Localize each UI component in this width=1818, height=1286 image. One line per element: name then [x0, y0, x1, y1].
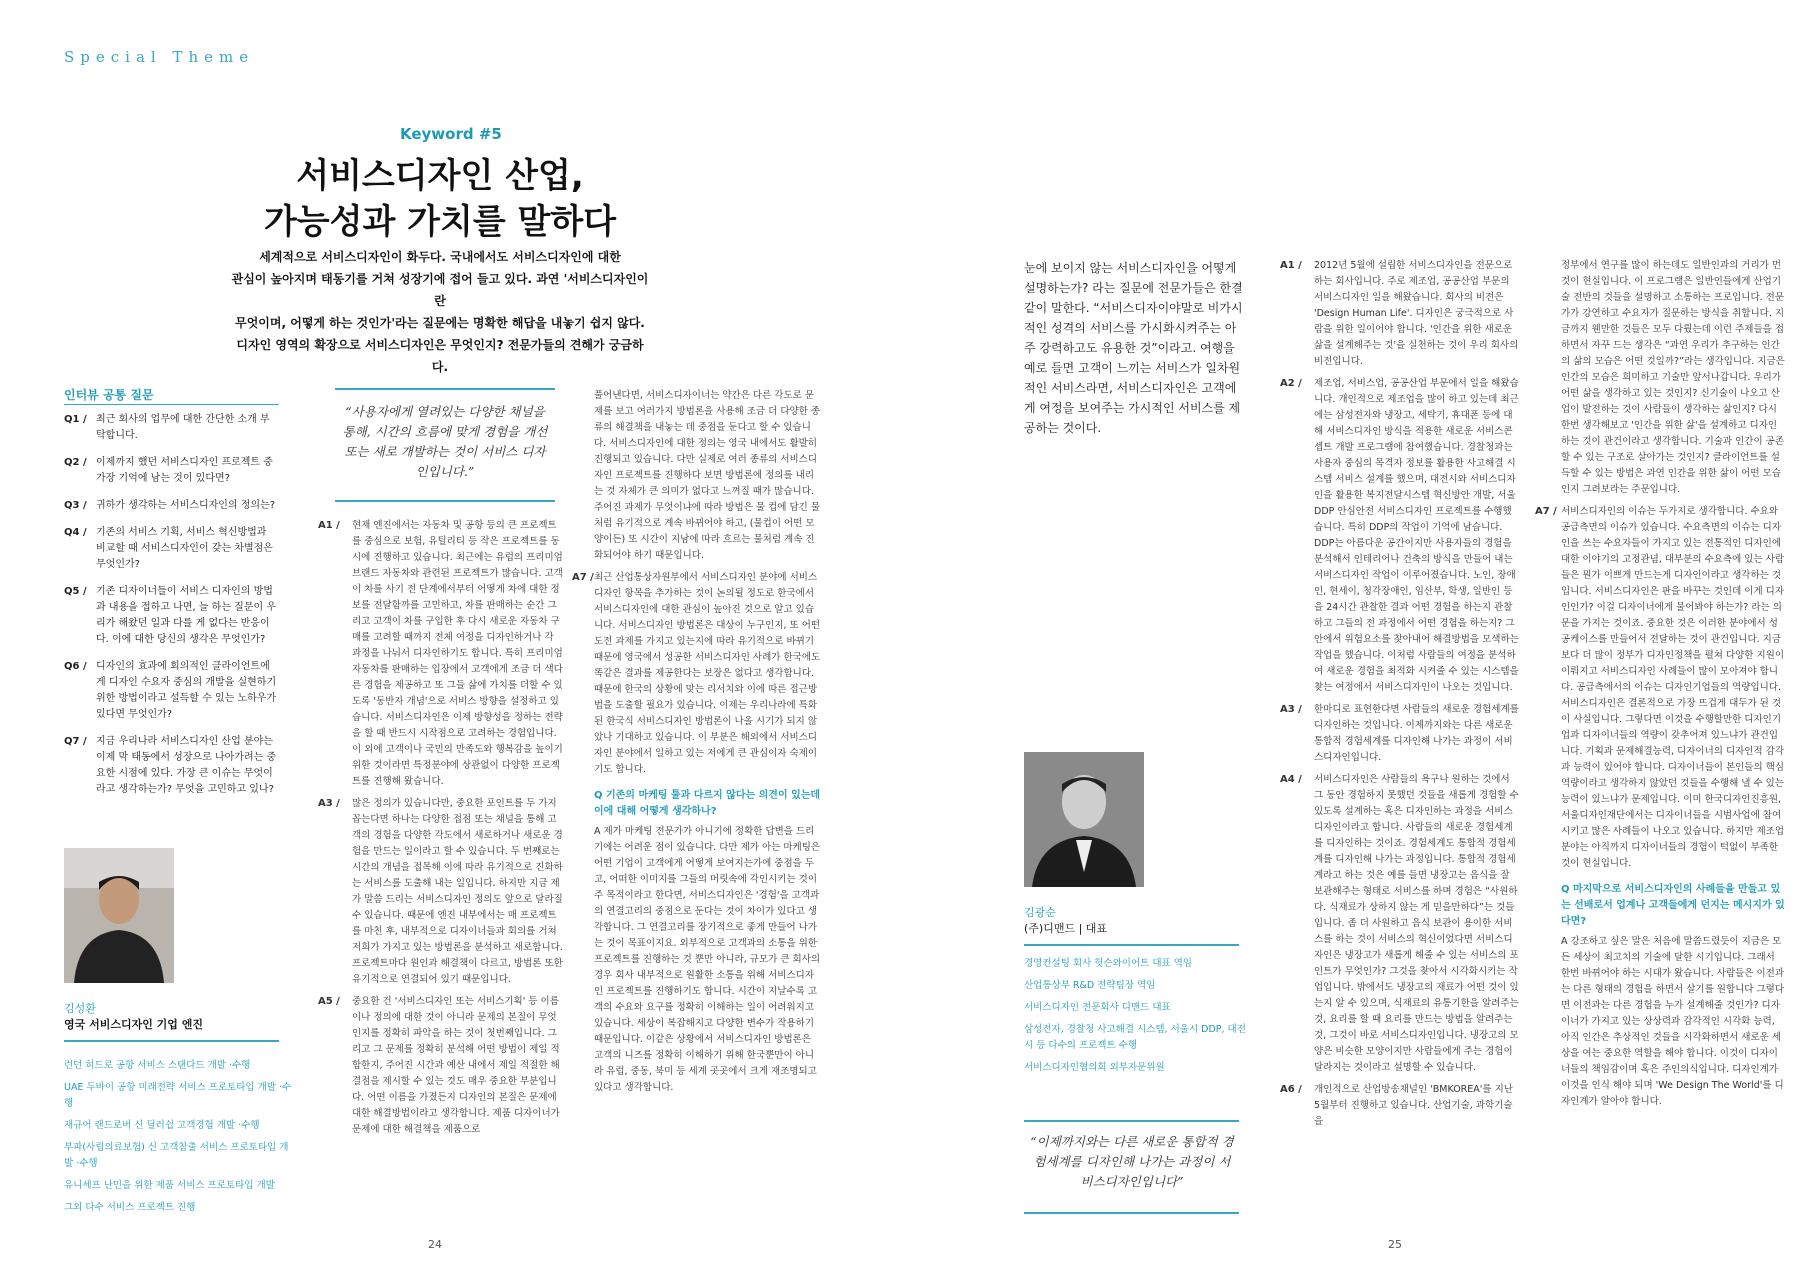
answer-text: 정부에서 연구를 많이 하는데도 일반인과의 거리가 먼것이 현실입니다. 이 프로그램은 일반인들에게 산업기술 전반의 것들을 설명하고 소통하는 프로입니다. 전문가가 강연하고 수요자가 질문하는 방식을 취합니다. 지금까지 웬만한 것들은 모두 다뤘는데 이런 주제들을 접하면서 자꾸 드는 생각은 “과연 우리가 추구하는 인간의 삶의 모습은 어떤 것일까?”라는 생각입니다. 지금은 인간의 모습은 희미하고 기술만 앞서나갑니다. 우리가 어떤 삶을 생각하고 있는 것인지? 신기술이 나오고 산업이 발전하는 것이 사람들이 생각하는 삶인지? 다시 한번 생각해보고 '인간을 위한 삶'을 설계하고 디자인하는 것이 관건이라고 생각합니다. 기술과 인간이 공존할 수 있는 구조로 살아가는 것인지? 클라이언트를 설득할 수 있는 방법은 과연 인간을 위한 삶이 어떤 모습인지 그려보라는 주문입니다. [1561, 260, 1785, 495]
answers-column [318, 518, 563, 1138]
answer-number: A1 / [318, 520, 340, 531]
answer-number: A4 / [1280, 774, 1302, 785]
list-item: 런던 히드로 공항 서비스 스탠다드 개발 ·수행 [64, 1060, 251, 1071]
answer-block [1280, 1082, 1520, 1130]
person-silhouette-icon [1024, 752, 1144, 887]
answer-text: 풀어낸다면, 서비스디자이너는 약간은 다른 각도로 문제를 보고 여러가지 방법론을 사용해 조금 더 다양한 종류의 해결책을 내놓는 데 중점을 둔다고 할 수 있습니다. 서비스디자인에 대한 정의는 영국 내에서도 활발히 진행되고 있습니다. 다만 실제로 여러 종류의 서비스디자인 프로젝트를 진행하다 보면 방법론에 정의를 내리는 것 자체가 큰 의미가 없다고 느껴질 때가 많습니다. 주어진 과제가 무엇이냐에 따라 방법은 물 컵에 담긴 물처럼 유기적으로 계속 바뀌어야 하고, (물컵이 어떤 모양이든) 또 시간이 지남에 따라 흐르는 물처럼 계속 진화되어야 하기 때문입니다. [594, 390, 821, 561]
keyword-label: Keyword #5 [400, 125, 502, 143]
answer-text: 2012년 5월에 설립한 서비스디자인을 전문으로 하는 회사입니다. 주로 제조업, 공공산업 부문의 서비스디자인 일을 해왔습니다. 회사의 비전은 'Design Human Life'. 디자인은 궁극적으로 사람을 위한 일이어야 합니다. '인간을 위한 새로운 삶을 설계해주는 것'을 실천하는 것이 우리 회사의 비전입니다. [1314, 260, 1519, 367]
answer-block [1535, 504, 1785, 872]
page-number: 25 [1388, 1238, 1402, 1251]
answer-text: 최근 산업통상자원부에서 서비스디자인 분야에 서비스디자인 항목을 추가하는 것이 논의될 정도로 한국에서 서비스디자인에 대한 관심이 높아진 것으로 알고 있습니다. 서비스디자인 방법론은 대상이 누구인지, 또 어떤 도전 과제를 가지고 있는지에 따라 유기적으로 바뀌기 때문에 영국에서 성공한 서비스디자인 사례가 한국에도 똑같은 결과를 제공한다는 보장은 없다고 생각합니다. 때문에 한국의 상황에 맞는 리서치와 이에 따른 접근방법을 도출할 필요가 있습니다. 이제는 우리나라에 특화된 한국식 서비스디자인 방법론이 나올 시기가 되지 않았나 기대하고 있습니다. 이 부분은 해외에서 서비스디자인 분야에서 일하고 있는 저에게 큰 관심이자 숙제이기도 합니다. [594, 572, 821, 775]
answer-text: 개인적으로 산업방송채널인 'BMKOREA'를 지난 5월부터 진행하고 있습니다. 산업기술, 과학기술을 [1314, 1084, 1513, 1127]
person-silhouette-icon [64, 848, 174, 983]
intro-line: 세계적으로 서비스디자인이 화두다. 국내에서도 서비스디자인에 대한 [259, 250, 621, 264]
person-name: 김성환 [64, 1002, 96, 1015]
divider [64, 404, 279, 405]
answer-text: 중요한 건 '서비스디자인 또는 서비스기획' 등 이름이나 정의에 대한 것이 아니라 문제의 본질이 무엇인지를 정확히 파악을 하는 것이 첫번째입니다. 그리고 그 문제를 정확히 분석해 어떤 방법이 제일 적합한지, 주어진 시간과 예산 내에서 제일 적절한 해결점을 제시할 수 있는 것도 매우 중요한 부분입니다. 어떤 이름을 가졌든지 디자인의 본질은 문제에 대한 해결방법이라고 생각합니다. 제품 디자이너가 문제에 대한 해결책을 제품으로 [352, 996, 560, 1135]
list-item: 산업통상부 R&D 전략팀장 역임 [1024, 980, 1156, 991]
page-title [240, 153, 640, 245]
q-text: 이제까지 했던 서비스디자인 프로젝트 중 가장 기억에 남는 것이 있다면? [96, 457, 273, 484]
list-item [64, 659, 279, 723]
section-label: Special Theme [64, 48, 255, 66]
intro-line: 무엇이며, 어떻게 하는 것인가'라는 질문에는 명확한 해답을 내놓기 쉽지 않다. [235, 316, 645, 330]
extra-answer: A 강조하고 싶은 말은 처음에 말씀드렸듯이 지금은 모든 세상이 최고치의 기술에 달한 시기입니다. 그래서 한번 바뀌어야 하는 시대가 왔습니다. 사람들은 이전과는 다른 형태의 경험을 하면서 살기를 원합니다 그렇다면 이전과는 다른 경험을 누가 설계해줄 것인가? 디자이너가 가지고 있는 상상력과 감각적인 시각화 능력, 아직 인간은 추상적인 것들을 시각화하면서 새로운 세상을 여는 중요한 역할을 해야 합니다. 이것이 디자이너들의 책임감이며 혹은 주인의식입니다. 디자인계가 이것을 인식 해야 되며 'We Design The World'를 디자인계가 알아야 합니다. [1561, 936, 1785, 1107]
divider [335, 500, 555, 502]
answer-number: A2 / [1280, 378, 1302, 389]
list-item: 부파(사립의료보험) 신 고객참출 서비스 프로토타입 개발 ·수행 [64, 1142, 289, 1169]
page-number: 24 [428, 1238, 442, 1251]
answer-text: 서비스디자인은 사람들의 욕구나 원하는 것에서 그 동안 경험하지 못했던 것들을 새롭게 경험할 수 있도록 설계하는 혹은 디자인하는 과정을 서비스디자인이라고 합니다. 사람들의 새로운 경험세계를 디자인하는 것이죠. 경험세계도 통합적 경험세계를 디자인해 나가는 과정입니다. 통합적 경험세계라고 하는 것은 예를 들면 냉장고는 음식을 잘 보관해주는 형태로 서비스를 하며 경험은 “사원하다. 식재료가 상하지 않는 게 믿을만하다”는 것들입니다. 좀 더 사원하고 음식 보관이 용이한 서비스를 하는 것이 서비스의 혁신이었다면 서비스디자인은 냉장고가 새롭게 해줄 수 있는 서비스의 포인트가 무엇인가? 그것을 찾아서 시각화시키는 작업입니다. 밖에서도 냉장고의 재료가 어떤 것이 있는지 알 수 있으며, 식재료의 유통기한을 알려주는 것, 요리를 할 때 요리를 만드는 방법을 알려주는 것, 그것이 바로 서비스디자인입니다. 냉장고의 모양은 비슷한 모양이지만 사람들에게 주는 경험이 달라지는 것이라고 설명할 수 있습니다. [1314, 774, 1519, 1073]
answer-text: 많은 정의가 있습니다만, 중요한 포인트를 두 가지 꼽는다면 하나는 다양한 접점 또는 채널을 통해 고객의 경험을 다양한 각도에서 새로하거나 새로운 경험을 만드는 일이라고 할 수 있습니다. 두 번째로는 시간의 개념을 접목해 이에 따라 유기적으로 진화하는 서비스를 도출해 내는 일입니다. 하지만 지금 제가 말씀 드리는 서비스디자인 정의도 앞으로 달라질 수 있습니다. 때문에 엔진 내부에서는 매 프로젝트를 마친 후, 내부적으로 디자이너들과 회의를 거쳐 저희가 가지고 있는 방법론을 분석하고 새로합니다. 프로젝트마다 원인과 해결책이 다르고, 방법론 또한 유기적으로 연결되어 있기 때문입니다. [352, 798, 563, 985]
divider [64, 1040, 279, 1042]
divider [335, 388, 555, 390]
q-number: Q7 / [64, 736, 87, 747]
pull-quote: “이제까지와는 다른 새로운 통합적 경험세계를 디자인해 나가는 과정이 서비스디자인입니다” [1030, 1134, 1234, 1189]
q-text: 기존 디자이너들이 서비스 디자인의 방법과 내용을 접하고 나면, 늘 하는 질문이 우리가 해왔던 일과 다를 게 없다는 반응이다. 이에 대한 당신의 생각은 무엇인가? [96, 586, 276, 645]
list-item: UAE 두바이 공항 미래전략 서비스 프로토타입 개발 ·수행 [64, 1082, 292, 1109]
extra-question: Q 마지막으로 서비스디자인의 사례들을 만들고 있는 선배로서 업계나 고객들에게 던지는 메시지가 있다면? [1561, 884, 1785, 927]
list-item: 경영컨설팅 회사 헛슨와이어트 대표 역임 [1024, 958, 1193, 969]
intro-lede [230, 246, 650, 378]
answer-text: 한마디로 표현한다면 사람들의 새로운 경험세계를 디자인하는 것입니다. 이제까지와는 다른 새로운 통합적 경험세계를 디자인해 나가는 과정이 서비스디자인입니다. [1314, 704, 1519, 763]
answer-text: 현재 엔진에서는 자동차 및 공항 등의 큰 프로젝트를 중심으로 보험, 유틸리티 등 작은 프로젝트를 동시에 진행하고 있습니다. 최근에는 유럽의 프리미엄 브랜드 자동차와 관련된 프로젝트가 많습니다. 고객이 차를 사기 전 단계에서부터 어떻게 차에 대한 정보를 전달함까를 고민하고, 차를 판매하는 순간 그리고 고객이 차를 구입한 후 다시 새로운 자동차 구매를 고려할 때까지 전체 여정을 디자인하거나 각 과정을 나눠서 디자인하기도 합니다. 특히 프리미엄 자동차를 판매하는 입장에서 고객에게 조금 더 색다른 경험을 제공하고 또 그들 삶에 가치를 더할 수 있도록 '동반자 개념'으로 서비스 방향을 설정하고 있습니다. 서비스디자인은 이제 방향성을 정하는 전략을 할 때 반드시 시작점으로 고려하는 경험입니다. 이 외에 고객이나 국민의 만족도와 행복감을 높이기 위한 것이라면 특정분야에 상관없이 다양한 프로젝트를 진행해 왔습니다. [352, 520, 563, 787]
answer-text: 제조업, 서비스업, 공공산업 부문에서 일을 해왔습니다. 개인적으로 제조업을 많이 하고 있는데 최근에는 삼성전자와 냉장고, 세탁기, 휴대폰 등에 대해 서비스디자인 방식을 적용한 새로운 서비스콘셉트 개발 프로그램에 참여했습니다. 경찰청과는 사용자 중심의 목격자 정보를 활용한 사고해결 시스템 서비스 설계를 했으며, 대전시와 서비스디자인을 활용한 복지전달시스템 혁신방안 개발, 서울 DDP 안심안전 서비스디자인 프로젝트를 수행했습니다. 특히 DDP의 작업이 기억에 남습니다. DDP는 아름다운 공간이지만 사용자들의 경험을 분석해서 인테리어나 건축의 방식을 만들어 내는 서비스디자인 작업이 이루어졌습니다. 노인, 장애인, 현세이, 청각장애인, 임산부, 학생, 일반인 등을 24시간 관찰한 결과 어떤 경험을 하는지 관찰하고 그들의 전 과정에서 어떤 경험을 하는지? 그 안에서 위험요소를 찾아내어 해결방법을 모색하는 작업을 했습니다. 이처럼 사람들의 여정을 분석하여 새로운 경험을 최적화 시켜줄 수 있는 시스템을 찾는 여정에서 서비스디자인이 나오는 것입니다. [1314, 378, 1519, 693]
title-line-1: 서비스디자인 산업, [296, 156, 584, 196]
list-item: 재규어 랜드로버 신 딜러쉽 고객경험 개발 ·수행 [64, 1120, 260, 1131]
answer-number: A3 / [1280, 704, 1302, 715]
q-number: Q5 / [64, 586, 87, 597]
q-text: 귀하가 생각하는 서비스디자인의 정의는? [96, 500, 276, 511]
answer-block [1280, 258, 1520, 370]
intro-line: 디자인 영역의 확장으로 서비스디자인은 무엇인지? 전문가들의 견해가 궁금하다. [236, 338, 644, 374]
person-role: 영국 서비스디자인 기업 엔진 [64, 1018, 203, 1031]
answer-block [318, 796, 563, 988]
divider [1024, 1212, 1239, 1214]
q-number: Q3 / [64, 500, 87, 511]
person-role: (주)디맨드 | 대표 [1024, 922, 1108, 935]
list-item [64, 584, 279, 648]
q-number: Q2 / [64, 457, 87, 468]
list-item [64, 412, 279, 444]
answer-number: A6 / [1280, 1084, 1302, 1095]
answer-block [572, 570, 822, 778]
intro-quote: 눈에 보이지 않는 서비스디자인을 어떻게 설명하는가? 라는 질문에 전문가들은 한결같이 말한다. “서비스디자이야말로 비가시적인 성격의 서비스를 가시화시켜주는 아주 강력하고도 유용한 것”이라고. 여행을 예로 들면 고객이 느끼는 서비스가 일차원적인 서비스라면, 서비스디자인은 고객에게 여정을 보여주는 가시적인 서비스를 제공하는 것이다. [1024, 261, 1243, 435]
q-text: 기존의 서비스 기획, 서비스 혁신방법과 비교할 때 서비스디자인이 갖는 차별점은 무엇인가? [96, 527, 273, 570]
list-item [64, 498, 279, 514]
q-number: Q1 / [64, 414, 87, 425]
answer-block [318, 994, 563, 1138]
q-number: Q6 / [64, 661, 87, 672]
person-photo [64, 848, 174, 983]
divider [1024, 1120, 1239, 1122]
answer-number: A3 / [318, 798, 340, 809]
extra-question: Q 기존의 마케팅 툴과 다르지 않다는 의견이 있는데 이에 대해 어떻게 생각하나? [594, 790, 821, 817]
title-line-2: 가능성과 가치를 말하다 [263, 202, 617, 242]
list-item: 삼성전자, 경찰청 사고해결 시스템, 서울시 DDP, 대전시 등 다수의 프로젝트 수행 [1024, 1024, 1246, 1051]
answer-block [1280, 376, 1520, 696]
divider [1024, 944, 1239, 946]
answer-block [572, 388, 822, 564]
person-name: 김광순 [1024, 906, 1056, 919]
list-item [64, 455, 279, 487]
list-item [64, 734, 279, 798]
answer-number: A7 / [572, 572, 594, 583]
answer-number: A5 / [318, 996, 340, 1007]
career-list [64, 1058, 294, 1222]
list-item: 서비스디자인 전문회사 디맨드 대표 [1024, 1002, 1171, 1013]
q-number: Q4 / [64, 527, 87, 538]
q-text: 지금 우리나라 서비스디자인 산업 분야는 이제 막 태동에서 성장으로 나아가려는 중요한 시점에 있다. 가장 큰 이슈는 무엇이라고 생각하는가? 무엇을 고민하고 있나? [96, 736, 277, 795]
answer-block [1280, 702, 1520, 766]
pull-quote: “사용자에게 열려있는 다양한 채널을 통해, 시간의 흐름에 맞게 경험을 개선 또는 새로 개발하는 것이 서비스 디자인입니다.” [342, 404, 548, 479]
answer-text: 서비스디자인의 이슈는 두가지로 생각합니다. 수요와 공급측면의 이슈가 있습니다. 수요측면의 이슈는 디자인을 쓰는 수요자들이 가지고 있는 전통적인 디자인에 대한 이야기의 고정관념, 대부분의 수요측에 있는 사람들은 뭔가 이쁘게 만드는게 디자인이라고 생각하는 것입니다. 서비스디자인은 판을 바꾸는 것인데 이게 디자인인가? 이걸 디자이너에게 물어봐야 하는가? 라는 의문을 가지는 것이죠. 중요한 것은 이러한 분야에서 성공케이스를 만들어서 전달하는 것이 관건입니다. 지금보다 더 많이 정부가 디자인정책을 펼쳐 다양한 지원이 이뤄지고 서비스디자인 사례들이 많이 모아져야 합니다. 공급측에서의 이슈는 디자인기업들의 역량입니다. 서비스디자인은 결론적으로 가장 뜨겁게 대두가 된 것이 사실입니다. 그렇다면 이것을 수행할만한 디자인기업과 디자이너들의 역량이 갖추어져 있느냐가 관건입니다. 기획과 문제해결능력, 디자이너의 디자인적 감각과 능력이 있어야 합니다. 디자이너들이 본인들의 핵심역량이라고 생각하지 않았던 것들을 수행해 낼 수 있는 능력이 있느냐가 문제입니다. 이미 한국디자인진흥원, 서울디자인재단에서는 디자이너들을 시범사업에 참여시키고 많은 사례들이 나오고 있습니다. 하지만 제조업분야는 아직까지 디자이너들의 경험이 턱없이 부족한 것이 현실입니다. [1561, 506, 1785, 869]
list-item [64, 525, 279, 573]
list-item: 서비스디자인협의회 외부자문위원 [1024, 1062, 1165, 1073]
intro-line: 관심이 높아지며 태동기를 거쳐 성장기에 접어 들고 있다. 과연 '서비스디자인이란 [231, 272, 649, 308]
list-item: 유니세프 난민을 위한 제품 서비스 프로토타입 개발 [64, 1180, 275, 1191]
answers-column [1280, 258, 1520, 1130]
answers-column [1535, 258, 1785, 1110]
career-list [1024, 956, 1249, 1082]
extra-answer: A 제가 마케팅 전문가가 아니기에 정확한 답변을 드리기에는 어려운 점이 있습니다. 다만 제가 아는 마케팅은 어떤 기업이 고객에게 어떻게 보여지는가에 중점을 두고, 어떠한 이미지를 그들의 머릿속에 각인시키는 것이 주 목적이라고 한다면, 서비스디자인은 '경험'을 고객과의 연결고리의 중점으로 둔다는 것이 차이가 있다고 생각합니다. 그 연결고리를 장기적으로 좋게 만들어 나가는 것이 목표이지요. 외부적으로 고객과의 소통을 위한 프로젝트를 진행하는 것 뿐만 아니라, 규모가 큰 회사의 경우 회사 내부적으로 원활한 소통을 위해 서비스디자인 프로젝트를 진행하기도 합니다. 시간이 지날수록 고객의 수요와 요구를 정확히 이해하는 일이 어려워지고 있습니다. 세상이 복잡해지고 다양한 변수가 작용하기 때문입니다. 이같은 상황에서 서비스디자인 방법론은 고객의 니즈를 정확히 이해하기 위해 한국뿐만이 아니라 유럽, 중동, 북미 등 세계 곳곳에서 크게 재조명되고 있다고 생각합니다. [594, 826, 821, 1093]
answer-block [1280, 772, 1520, 1076]
answer-block [318, 518, 563, 790]
q-text: 최근 회사의 업무에 대한 간단한 소개 부탁합니다. [96, 414, 270, 441]
q-text: 디자인의 효과에 회의적인 클라이언트에게 디자인 수요자 중심의 개발을 실현하기 위한 방법이라고 설득할 수 있는 노하우가 있다면 무엇인가? [96, 661, 277, 720]
answer-block [1535, 258, 1785, 498]
list-item: 그외 다수 서비스 프로젝트 진행 [64, 1202, 196, 1213]
answers-column [572, 388, 822, 1096]
answer-number: A7 / [1535, 506, 1557, 517]
common-questions-list [64, 412, 279, 809]
answer-number: A1 / [1280, 260, 1302, 271]
person-photo [1024, 752, 1144, 887]
common-questions-label: 인터뷰 공통 질문 [64, 388, 154, 402]
